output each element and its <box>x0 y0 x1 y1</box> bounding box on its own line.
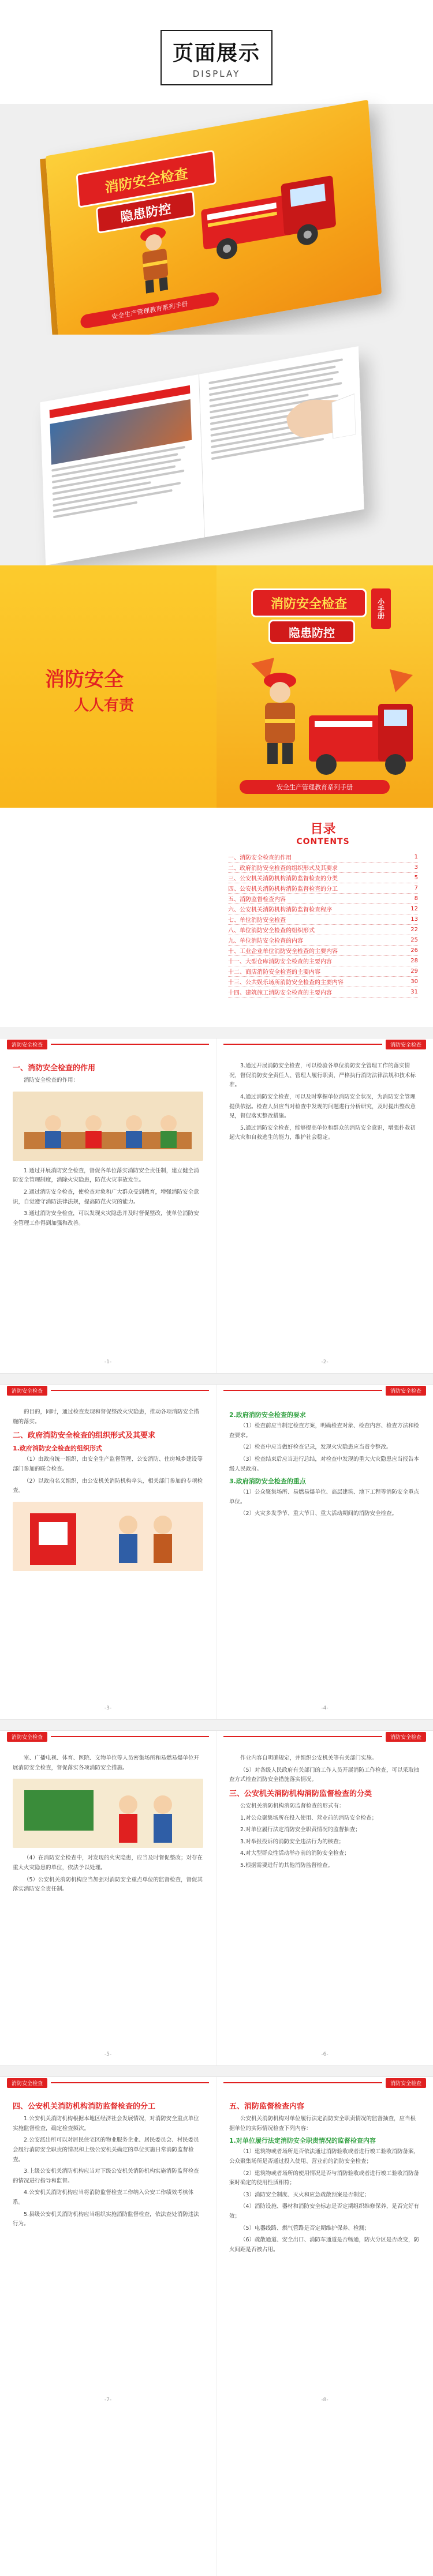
toc-item[interactable] <box>228 883 418 894</box>
paragraph: （4）消防设施、器材和消防安全标志是否定期组织维修保养，是否完好有效； <box>229 2203 420 2219</box>
page-topbar <box>216 2077 433 2088</box>
topbar-line <box>51 1390 209 1391</box>
section-title: 一、消防安全检查的作用 <box>13 1064 96 1073</box>
toc-item-page: 5 <box>414 875 418 881</box>
topbar-tag: 消防安全检查 <box>386 1040 426 1049</box>
toc-item[interactable] <box>228 966 418 977</box>
toc-item-page: 31 <box>410 989 418 995</box>
topbar-tag: 消防安全检查 <box>386 1732 426 1742</box>
paragraph: 1.对公众聚集场所在投入使用、营业前的消防安全检查； <box>240 1814 378 1821</box>
paragraph: 3.通过消防安全检查，可以发现火灾隐患并及时督促整改，使单位消防安全管理工作得到加强和改善。 <box>13 1210 199 1227</box>
paragraph: （1）建筑物或者场所是否依法通过消防验收或者进行竣工验收消防备案，公众聚集场所是否通过投入使用、营业前的消防安全检查； <box>229 2148 420 2165</box>
topbar-line <box>51 2082 209 2083</box>
toc-item-page: 12 <box>410 906 418 912</box>
paragraph: 1.通过开展消防安全检查，督促各单位落实消防安全责任制，建立健全消防安全管理制度，消除火灾隐患，防范火灾事故发生。 <box>13 1167 199 1184</box>
paragraph: 1.公安机关消防机构根据本地区经济社会发展情况，对消防安全重点单位实施监督检查，确定检查频次。 <box>13 2116 199 2132</box>
toc-item-title: 九、单位消防安全检查的内容 <box>228 938 303 944</box>
mockup-closed-booklet <box>0 104 433 335</box>
toc-item[interactable] <box>228 987 418 998</box>
slogan-line-1: 消防安全 <box>45 668 124 691</box>
toc-item-title: 五、消防监督检查内容 <box>228 897 286 903</box>
section-title: 二、政府消防安全检查的组织形式及其要求 <box>13 1431 156 1441</box>
page-number: -1- <box>104 1359 112 1365</box>
paragraph: （2）以政府名义组织，由公安机关消防机构牵头，相关部门参加的专项检查。 <box>13 1478 203 1494</box>
topbar-line <box>223 1736 382 1737</box>
toc-list <box>228 852 418 998</box>
front-cover-tag: 小手册 <box>371 588 391 629</box>
toc-spread <box>0 808 433 1027</box>
topbar-line <box>223 2082 382 2083</box>
toc-item-title: 一、消防安全检查的作用 <box>228 855 292 861</box>
page-number: -8- <box>321 2397 329 2403</box>
hand-illustration <box>274 370 356 448</box>
topbar-tag: 消防安全检查 <box>7 2078 47 2088</box>
topbar-line <box>223 1390 382 1391</box>
display-subtitle: DISPLAY <box>192 68 241 79</box>
toc-item-page: 30 <box>410 978 418 985</box>
paragraph: 5.根据需要进行的其他消防监督检查。 <box>240 1862 334 1869</box>
topbar-line <box>51 1736 209 1737</box>
paragraph: 消防安全检查的作用： <box>24 1077 79 1083</box>
paragraph: （5）公安机关消防机构应当加强对消防安全重点单位的监督检查，督促其落实消防安全责任制。 <box>13 1876 203 1893</box>
paragraph: 3.对举报投诉的消防安全违法行为的核查； <box>240 1838 345 1845</box>
paragraph: 2.公安派出所可以对居民住宅区的物业服务企业、居民委员会、村民委员会履行消防安全职责的情况和上级公安机关确定的单位实施日常消防监督检查。 <box>13 2137 199 2163</box>
page-number: -3- <box>104 1705 112 1711</box>
firetruck-illustration <box>193 162 349 268</box>
content-spread-2 <box>0 1385 433 1719</box>
paragraph: （2）建筑物或者场所的使用情况是否与消防验收或者进行竣工验收消防备案时确定的使用性质相符； <box>229 2170 420 2187</box>
inspection-illustration <box>13 1502 203 1571</box>
training-illustration <box>13 1779 203 1848</box>
open-left-page <box>40 374 205 565</box>
page-topbar <box>0 1038 216 1050</box>
toc-item-title: 七、单位消防安全检查 <box>228 917 286 924</box>
mockup-open-booklet <box>0 335 433 565</box>
front-cover-footer: 安全生产管理教育系列手册 <box>240 780 390 794</box>
paragraph: 4.公安机关消防机构应当将消防监督检查工作纳入公安工作绩效考核体系。 <box>13 2189 194 2206</box>
topbar-line <box>223 1044 382 1045</box>
front-cover <box>216 565 433 808</box>
topbar-tag: 消防安全检查 <box>7 1040 47 1049</box>
page-5 <box>0 1731 216 2065</box>
paragraph: 3.通过开展消防安全检查，可以检验各单位消防安全管理工作的落实情况，督促消防安全责任人、管理人履行职责，严格执行消防法律法规和技术标准。 <box>229 1063 416 1089</box>
toc-item-title: 十二、商店消防安全检查的主要内容 <box>228 969 320 976</box>
page-3 <box>0 1385 216 1719</box>
sub-title: 2.政府消防安全检查的要求 <box>229 1411 306 1419</box>
paragraph: （5）电器线路、燃气管路是否定期维护保养、检测； <box>240 2225 370 2232</box>
toc-item[interactable] <box>228 873 418 883</box>
toc-item-title: 四、公安机关消防机构消防监督检查的分工 <box>228 886 338 893</box>
toc-item[interactable] <box>228 863 418 873</box>
topbar-line <box>51 1044 209 1045</box>
paragraph: （4）在消防安全检查中，对发现的火灾隐患，应当及时督促整改；对存在重大火灾隐患的单位，依法予以处理。 <box>13 1855 203 1871</box>
toc-item-page: 1 <box>414 854 418 860</box>
booklet-open <box>40 346 364 565</box>
toc-item-page: 3 <box>414 864 418 871</box>
slogan-line-2: 人人有责 <box>74 697 135 714</box>
toc-item[interactable] <box>228 852 418 863</box>
sub-title: 1.政府消防安全检查的组织形式 <box>13 1445 102 1453</box>
content-spread-1 <box>0 1038 433 1373</box>
front-cover-title: 消防安全检查 <box>251 588 367 617</box>
fireman-illustration <box>132 220 177 296</box>
toc-item-page: 13 <box>410 916 418 923</box>
paragraph: 5.县级公安机关消防机构应当组织实施消防监督检查，依法查处消防违法行为。 <box>13 2211 199 2228</box>
toc-item-title: 八、单位消防安全检查的组织形式 <box>228 928 315 934</box>
cover-title: 消防安全检查 <box>76 150 216 208</box>
toc-page <box>216 808 433 1027</box>
paragraph: 3.上级公安机关消防机构应当对下级公安机关消防机构实施消防监督检查的情况进行指导和监督。 <box>13 2168 199 2184</box>
page-topbar <box>0 1731 216 1742</box>
toc-item[interactable] <box>228 904 418 914</box>
toc-item-title: 十三、公共娱乐场所消防安全检查的主要内容 <box>228 980 344 986</box>
cover-footer: 安全生产管理教育系列手册 <box>80 291 219 329</box>
toc-item-title: 十四、建筑施工消防安全检查的主要内容 <box>228 990 332 996</box>
toc-item[interactable] <box>228 977 418 987</box>
paragraph: （1）由政府统一组织，由安全生产监督管理、公安消防、住房城乡建设等部门参加的联合检查。 <box>13 1456 203 1472</box>
paragraph: 4.对大型群众性活动举办前的消防安全检查； <box>240 1850 350 1857</box>
toc-item[interactable] <box>228 894 418 904</box>
topbar-tag: 消防安全检查 <box>386 2078 426 2088</box>
booklet-closed <box>46 100 382 350</box>
front-cover-subtitle: 隐患防控 <box>268 620 355 644</box>
page-number: -6- <box>321 2052 329 2057</box>
display-header <box>0 0 433 104</box>
page-2 <box>216 1038 433 1373</box>
cover-subtitle: 隐患防控 <box>96 190 196 234</box>
topbar-tag: 消防安全检查 <box>7 1386 47 1396</box>
page-4 <box>216 1385 433 1719</box>
page-6 <box>216 1731 433 2065</box>
page-number: -7- <box>104 2397 112 2403</box>
booklet-cover <box>46 100 382 350</box>
toc-item-page: 25 <box>410 937 418 943</box>
paragraph: 公安机关消防机构对单位履行法定消防安全职责情况的监督抽查，应当根据单位的实际情况检查下列内容： <box>229 2116 416 2132</box>
paragraph: 公安机关消防机构消防监督检查的形式有： <box>240 1802 345 1809</box>
paragraph: （1）公众聚集场所、易燃易爆单位、高层建筑、地下工程等消防安全重点单位。 <box>229 1489 420 1505</box>
paragraph: 作业内容自明确规定，并组织公安机关等有关部门实施。 <box>240 1755 378 1761</box>
toc-item-page: 29 <box>410 968 418 974</box>
paragraph: （3）检查结束后应当进行总结，对检查中发现的重大火灾隐患应当报告本级人民政府。 <box>229 1456 420 1472</box>
toc-left-blank <box>0 808 216 1027</box>
page-topbar <box>216 1731 433 1742</box>
sub-title: 1.对单位履行法定消防安全职责情况的监督检查内容 <box>229 2137 376 2145</box>
paragraph: （1）检查前应当制定检查方案，明确检查对象、检查内容、检查方法和检查要求。 <box>229 1423 420 1439</box>
paragraph: （5）对各级人民政府有关部门的工作人员开展消防工作检查，可以采取抽查方式检查消防安全措施落实情况。 <box>229 1767 420 1783</box>
toc-contents-label: CONTENTS <box>296 837 350 846</box>
toc-item[interactable] <box>228 914 418 925</box>
toc-item[interactable] <box>228 956 418 966</box>
toc-item-title: 六、公安机关消防机构消防监督检查程序 <box>228 907 332 913</box>
page-topbar <box>216 1385 433 1396</box>
content-spread-3 <box>0 1731 433 2065</box>
topbar-tag: 消防安全检查 <box>7 1732 47 1742</box>
toc-item-page: 22 <box>410 927 418 933</box>
paragraph: （2）火灾多发季节、重大节日、重大活动期间的消防安全检查。 <box>240 1510 398 1517</box>
display-title-box <box>160 30 273 85</box>
paragraph: （2）检查中应当做好检查记录，发现火灾隐患应当责令整改。 <box>240 1444 392 1451</box>
toc-item[interactable] <box>228 935 418 946</box>
page-number: -4- <box>321 1705 329 1711</box>
open-right-page <box>199 346 364 537</box>
toc-item-title: 十一、大型仓库消防安全检查的主要内容 <box>228 959 332 965</box>
paragraph: 5.通过消防安全检查，能够提高单位和群众的消防安全意识，增强扑救初起火灾和自救逃生的能力，维护社会稳定。 <box>229 1124 416 1141</box>
toc-item-page: 8 <box>414 895 418 902</box>
page-number: -2- <box>321 1359 329 1365</box>
content-spread-4 <box>0 2077 433 2576</box>
page-7 <box>0 2077 216 2576</box>
toc-item-page: 28 <box>410 958 418 964</box>
paragraph: 室、广播电视、体育、医院、文物单位等人员密集场所和易燃易爆单位开展消防安全检查，督促落实各项消防安全措施。 <box>13 1755 200 1771</box>
section-title: 五、消防监督检查内容 <box>229 2102 305 2111</box>
display-title: 页面展示 <box>172 41 260 65</box>
section-title: 四、公安机关消防机构消防监督检查的分工 <box>13 2102 156 2111</box>
front-cover-illustration <box>240 652 419 779</box>
page-8 <box>216 2077 433 2576</box>
page-topbar <box>216 1038 433 1050</box>
toc-title: 目录 <box>310 822 336 837</box>
paragraph: 2.通过消防安全检查，使检查对象和广大群众受到教育，增强消防安全意识，自觉遵守消防法律法规，提高防范火灾的能力。 <box>13 1188 199 1205</box>
sub-title: 3.政府消防安全检查的重点 <box>229 1478 306 1486</box>
paragraph: （3）消防安全制度、灭火和应急疏散预案是否制定； <box>240 2191 370 2198</box>
page-number: -5- <box>104 2052 112 2057</box>
toc-item-page: 26 <box>410 947 418 954</box>
paragraph: 2.对单位履行法定消防安全职责情况的监督抽查； <box>240 1827 361 1833</box>
toc-item[interactable] <box>228 946 418 956</box>
section-title: 三、公安机关消防机构消防监督检查的分类 <box>229 1789 372 1798</box>
meeting-illustration <box>13 1092 203 1161</box>
toc-item-title: 三、公安机关消防机构消防监督检查的分类 <box>228 876 338 882</box>
page-topbar <box>0 2077 216 2088</box>
paragraph: （6）疏散通道、安全出口、消防车通道是否畅通，防火分区是否改变，防火间距是否被占用。 <box>229 2237 420 2253</box>
page-topbar <box>0 1385 216 1396</box>
toc-item-title: 二、政府消防安全检查的组织形式及其要求 <box>228 865 338 872</box>
back-cover <box>0 565 216 808</box>
paragraph: 的目的，同时，通过检查发现和督促整改火灾隐患，推动各项消防安全措施的落实。 <box>13 1409 200 1425</box>
page-1 <box>0 1038 216 1373</box>
topbar-tag: 消防安全检查 <box>386 1386 426 1396</box>
paragraph: 4.通过消防安全检查，可以及时掌握单位消防安全状况，为消防安全管理提供依据。检查人员应当对检查中发现的问题进行分析研究，及时提出整改意见，督促落实整改措施。 <box>229 1093 416 1120</box>
toc-item[interactable] <box>228 925 418 935</box>
cover-spread <box>0 565 433 808</box>
toc-item-page: 7 <box>414 885 418 891</box>
toc-item-title: 十、工业企业单位消防安全检查的主要内容 <box>228 948 338 955</box>
